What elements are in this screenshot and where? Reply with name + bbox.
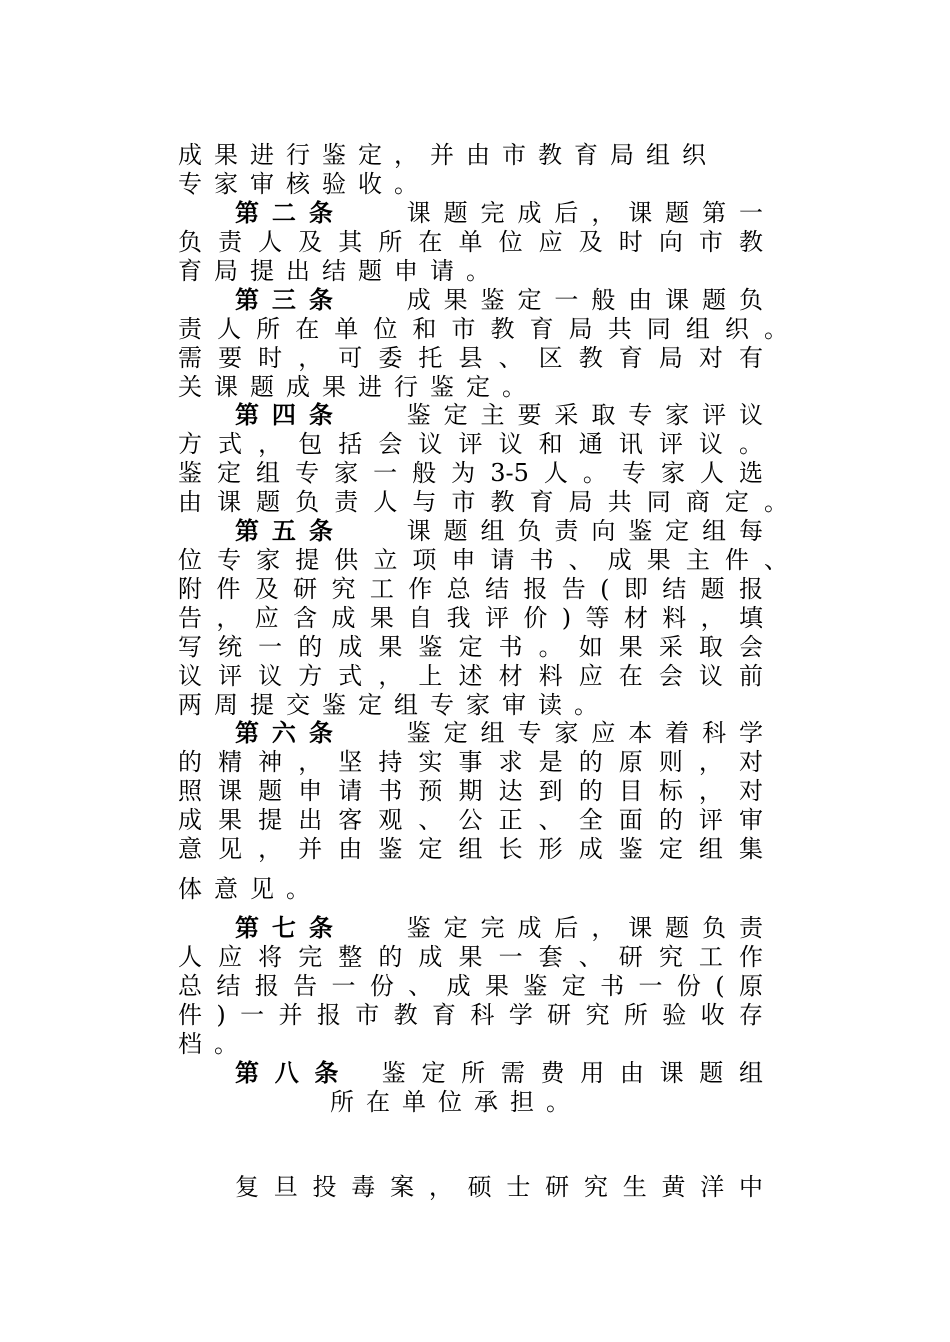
text-line: 的精神，坚持实事求是的原则，对 (178, 748, 763, 776)
text-line: 位专家提供立项申请书、成果主件、 (178, 546, 788, 574)
text-line: 需要时，可委托县、区教育局对有 (178, 344, 763, 372)
text-line: 鉴定组专家一般为3-5人。专家人选 (178, 459, 763, 487)
text-line: 由课题负责人与市教育局共同商定。 (178, 488, 788, 516)
article-7-line: 第七条 鉴定完成后，课题负责 (235, 914, 764, 942)
text-line: 负责人及其所在单位应及时向市教 (178, 228, 763, 256)
text-line: 关课题成果进行鉴定。 (178, 373, 538, 401)
article-label: 第二条 (235, 199, 346, 227)
article-label: 第七条 (235, 914, 346, 942)
text-line: 写统一的成果鉴定书。如果采取会 (178, 633, 763, 661)
text-line: 意见，并由鉴定组长形成鉴定组集 (178, 835, 763, 863)
text-line: 人应将完整的成果一套、研究工作 (178, 943, 763, 971)
text-line: 复旦投毒案，硕士研究生黄洋中 (235, 1173, 763, 1201)
text-line: 成果提出客观、公正、全面的评审 (178, 806, 763, 834)
article-5-line: 第五条 课题组负责向鉴定组每 (235, 517, 764, 545)
text-line: 议评议方式，上述材料应在会议前 (178, 662, 763, 690)
text-line: 方式，包括会议评议和通讯评议。 (178, 430, 763, 458)
text-line: 档。 (178, 1030, 250, 1058)
article-2-line: 第二条 课题完成后，课题第一 (235, 199, 764, 227)
text-line: 专家审核验收。 (178, 170, 430, 198)
article-label: 第五条 (235, 517, 346, 545)
text-line: 责人所在单位和市教育局共同组织。 (178, 315, 788, 343)
article-4-line: 第四条 鉴定主要采取专家评议 (235, 401, 764, 429)
article-label: 第四条 (235, 401, 346, 429)
text-line: 告，应含成果自我评价)等材料，填 (178, 604, 763, 632)
text-line: 所在单位承担。 (330, 1088, 582, 1116)
text-line: 件)一并报市教育科学研究所验收存 (178, 1001, 763, 1029)
text-line: 附件及研究工作总结报告(即结题报 (178, 575, 763, 603)
text-line: 照课题申请书预期达到的目标，对 (178, 777, 763, 805)
article-3-line: 第三条 成果鉴定一般由课题负 (235, 286, 764, 314)
article-label: 第六条 (235, 719, 346, 747)
text-line: 两周提交鉴定组专家审读。 (178, 691, 610, 719)
article-label: 第八条 (235, 1059, 355, 1087)
text-line: 总结报告一份、成果鉴定书一份(原 (178, 972, 763, 1000)
article-label: 第三条 (235, 286, 346, 314)
text-line: 体意见。 (178, 875, 322, 903)
article-6-line: 第六条 鉴定组专家应本着科学 (235, 719, 764, 747)
text-line: 育局提出结题申请。 (178, 257, 502, 285)
text-line: 成果进行鉴定，并由市教育局组织 (178, 141, 718, 169)
article-8-line: 第八条 鉴定所需费用由课题组 (235, 1059, 764, 1087)
